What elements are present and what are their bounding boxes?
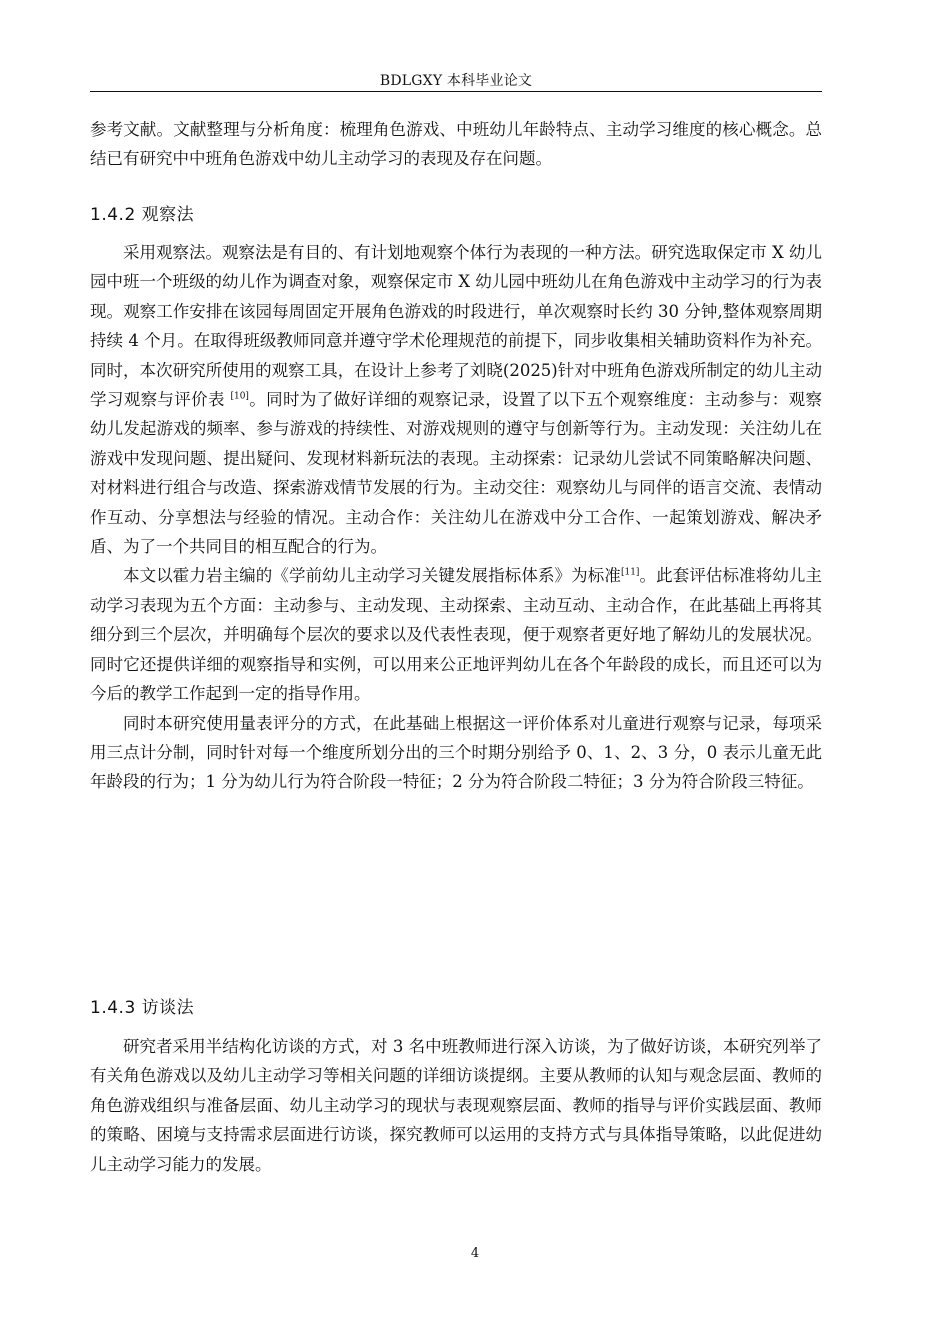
page-number: 4 — [470, 1246, 480, 1261]
observation-method-paragraph — [90, 238, 822, 561]
citation-ref-10: [10] — [230, 391, 249, 402]
evaluation-standard-paragraph — [90, 561, 822, 708]
citation-ref-11: [11] — [620, 567, 640, 578]
paragraph-text: 采用观察法。观察法是有目的、有计划地观察个体行为表现的一种方法。研究选取保定市 X 幼儿园中班一个班级的幼儿作为调查对象，观察保定市 X 幼儿园中班幼儿在角色游戏中主动学习的行为表现。观察工作安排在该园每周固定开展角色游戏的时段进行，单次观察时长约 30 分钟,整体观察周期持续 4 个月。在取得班级教师同意并遵守学术伦理规范的前提下，同步收集相关辅助资料作为补充。同时，本次研究所使用的观察工具，在设计上参考了刘晓(2025)针对中班角色游戏所制定的幼儿主动学习观察与评价表 — [90, 243, 822, 410]
intro-paragraph: 参考文献。文献整理与分析角度：梳理角色游戏、中班幼儿年龄特点、主动学习维度的核心概念。总结已有研究中中班角色游戏中幼儿主动学习的表现及存在问题。 — [90, 120, 822, 169]
running-header: BDLGXY 本科毕业论文 — [379, 73, 533, 89]
paragraph-text: 本文以霍力岩主编的《学前幼儿主动学习关键发展指标体系》为标准 — [123, 566, 621, 586]
intro-paragraph-block — [90, 115, 822, 174]
section-heading-1-4-2: 1.4.2 观察法 — [90, 205, 195, 225]
section-1-4-3-body — [90, 1032, 822, 1179]
interview-method-paragraph: 研究者采用半结构化访谈的方式，对 3 名中班教师进行深入访谈，为了做好访谈，本研究列举了有关角色游戏以及幼儿主动学习等相关问题的详细访谈提纲。主要从教师的认知与观念层面、教师的角色游戏组织与准备层面、幼儿主动学习的现状与表现观察层面、教师的指导与评价实践层面、教师的策略、困境与支持需求层面进行访谈，探究教师可以运用的支持方式与具体指导策略，以此促进幼儿主动学习能力的发展。 — [90, 1037, 822, 1174]
paragraph-text: 。此套评估标准将幼儿主动学习表现为五个方面：主动参与、主动发现、主动探索、主动互动、主动合作，在此基础上再将其细分到三个层次，并明确每个层次的要求以及代表性表现，便于观察者更好地了解幼儿的发展状况。同时它还提供详细的观察指导和实例，可以用来公正地评判幼儿在各个年龄段的成长，而且还可以为今后的教学工作起到一定的指导作用。 — [90, 566, 823, 704]
section-1-4-2-body — [90, 238, 822, 797]
header-rule — [90, 91, 822, 92]
section-heading-1-4-3: 1.4.3 访谈法 — [90, 998, 195, 1018]
paragraph-text: 。同时为了做好详细的观察记录，设置了以下五个观察维度：主动参与：观察幼儿发起游戏的频率、参与游戏的持续性、对游戏规则的遵守与创新等行为。主动发现：关注幼儿在游戏中发现问题、提出疑问、发现材料新玩法的表现。主动探索：记录幼儿尝试不同策略解决问题、对材料进行组合与改造、探索游戏情节发展的行为。主动交往：观察幼儿与同伴的语言交流、表情动作互动、分享想法与经验的情况。主动合作：关注幼儿在游戏中分工合作、一起策划游戏、解决矛盾、为了一个共同目的相互配合的行为。 — [90, 390, 823, 557]
scoring-method-paragraph: 同时本研究使用量表评分的方式，在此基础上根据这一评价体系对儿童进行观察与记录，每项采用三点计分制，同时针对每一个维度所划分出的三个时期分别给予 0、1、2、3 分，0 表示儿童无此年龄段的行为；1 分为幼儿行为符合阶段一特征；2 分为符合阶段二特征；3 分为符合阶段三特征。 — [90, 713, 822, 792]
